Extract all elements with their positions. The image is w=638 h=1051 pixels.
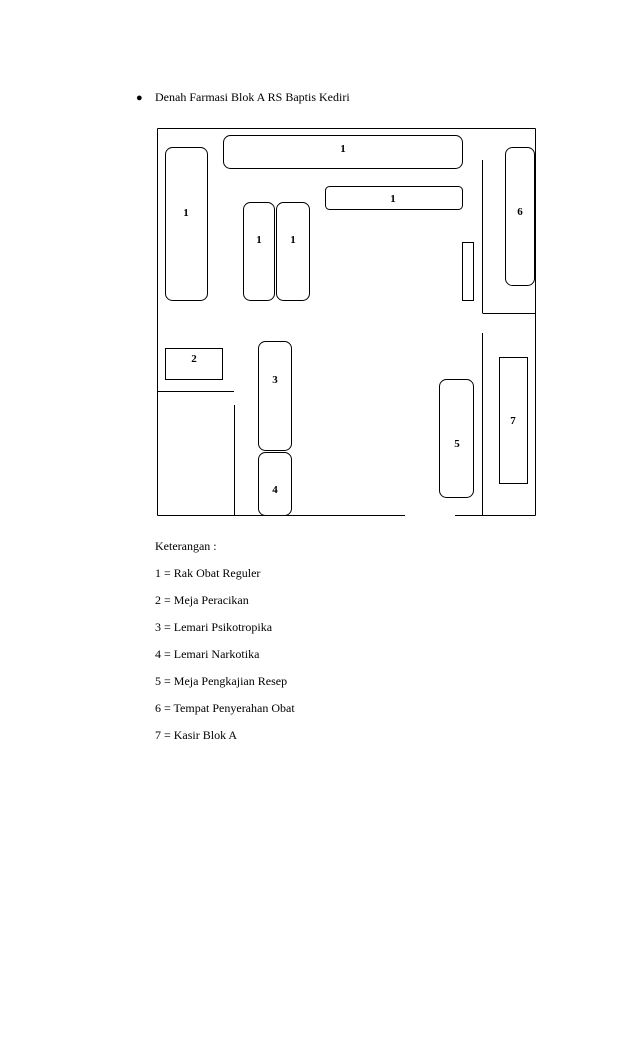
legend-item: 5 = Meja Pengkajian Resep [155, 674, 288, 688]
rak-center-a [244, 203, 275, 301]
label-tempat-penyerahan: 6 [517, 206, 523, 218]
heading-text: Denah Farmasi Blok A RS Baptis Kediri [155, 90, 350, 104]
label-rak-top: 1 [340, 143, 346, 155]
label-meja-peracikan: 2 [191, 353, 197, 365]
legend [155, 536, 295, 752]
label-lemari-narkotika: 4 [272, 484, 278, 496]
rak-left [166, 148, 208, 301]
legend-item: 1 = Rak Obat Reguler [155, 566, 261, 580]
legend-item: 6 = Tempat Penyerahan Obat [155, 701, 295, 715]
label-kasir: 7 [510, 415, 516, 427]
label-rak-center-a: 1 [256, 234, 262, 246]
bullet-dot-icon: ● [136, 92, 143, 104]
lemari-psikotropika [259, 342, 292, 451]
label-rak-left: 1 [183, 207, 189, 219]
legend-item: 2 = Meja Peracikan [155, 593, 249, 607]
rak-center-b [277, 203, 310, 301]
legend-item: 3 = Lemari Psikotropika [155, 620, 273, 634]
small-cabinet [463, 243, 474, 301]
furniture [166, 136, 535, 516]
legend-item: 4 = Lemari Narkotika [155, 647, 260, 661]
label-meja-pengkajian: 5 [454, 438, 460, 450]
label-lemari-psikotropika: 3 [272, 374, 278, 386]
legend-item: 7 = Kasir Blok A [155, 728, 238, 742]
label-rak-center-b: 1 [290, 234, 296, 246]
legend-title: Keterangan : [155, 539, 217, 553]
label-rak-top-small: 1 [390, 193, 396, 205]
